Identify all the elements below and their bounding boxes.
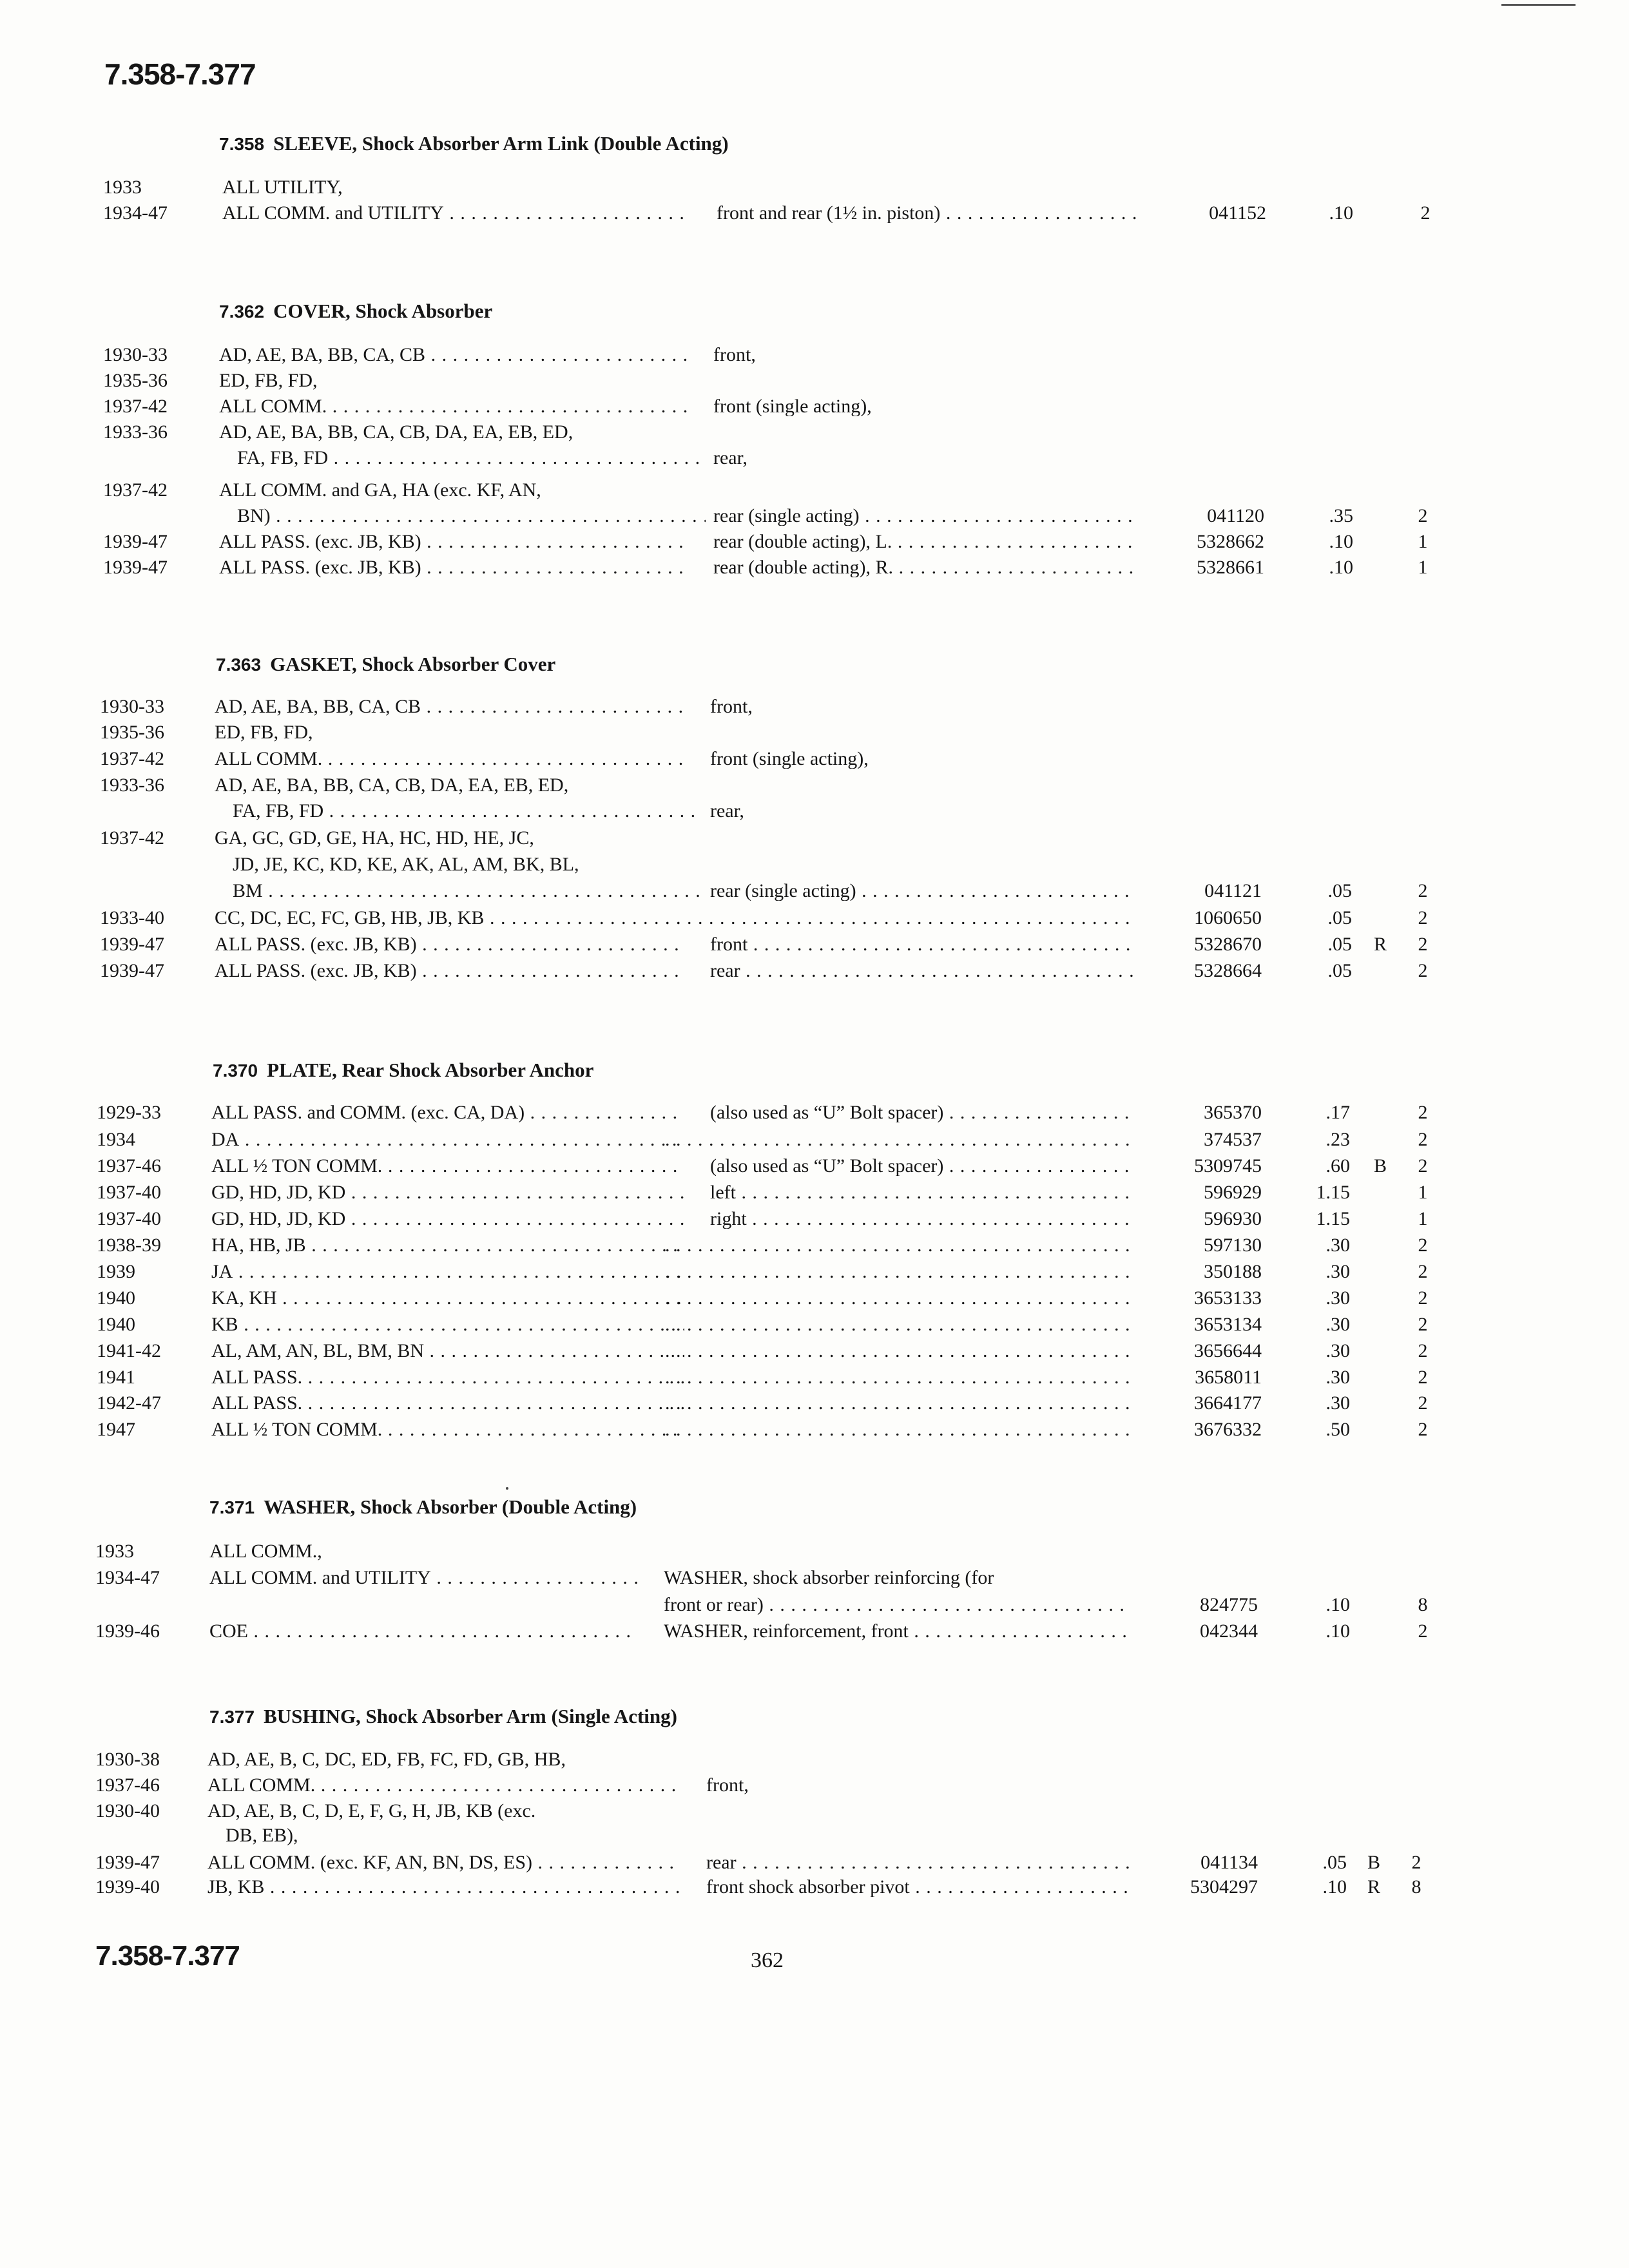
model-list: ED, FB, FD, (215, 723, 313, 742)
model-list: JA . . . (211, 1262, 684, 1282)
part-number: 350188 (1204, 1261, 1262, 1282)
year-range: 1941 (97, 1367, 135, 1388)
model-list: KA, KH . . . (211, 1289, 684, 1308)
model-list: ALL PASS. (exc. JB, KB) . . . (215, 935, 684, 954)
quantity: 1 (1418, 531, 1428, 552)
table-row (0, 1826, 1629, 1852)
table-row (0, 558, 1629, 584)
model-list: JB, KB . . . (207, 1878, 680, 1897)
quantity: 1 (1418, 557, 1428, 578)
model-list: GA, GC, GD, GE, HA, HC, HD, HE, JC, (215, 829, 534, 848)
table-row (0, 178, 1629, 204)
year-range: 1935-36 (100, 722, 164, 743)
quantity: 2 (1418, 960, 1428, 981)
leader-dots (665, 1262, 1133, 1282)
section-name: COVER, Shock Absorber (273, 300, 493, 322)
year-range: 1930-33 (100, 696, 164, 717)
year-range: 1940 (97, 1314, 135, 1335)
year-range: 1939-47 (103, 557, 168, 578)
model-list: ALL ½ TON COMM. . . . (211, 1157, 684, 1176)
quantity: 2 (1418, 1261, 1428, 1282)
model-list: ALL PASS. and COMM. (exc. CA, DA) . . . (211, 1103, 684, 1122)
year-range: 1934 (97, 1129, 135, 1150)
list-price: 1.15 (1316, 1182, 1350, 1203)
quantity: 2 (1418, 934, 1428, 955)
top-right-rule (1501, 4, 1576, 6)
section-number: 7.362 (219, 302, 265, 322)
model-list: ALL PASS. . . . (211, 1368, 684, 1387)
section-number: 7.371 (209, 1497, 255, 1517)
model-list: ED, FB, FD, (219, 371, 318, 390)
description: right . . . (710, 1209, 1133, 1229)
model-list: ALL COMM. . . . (219, 397, 688, 416)
table-row (0, 423, 1629, 448)
year-range: 1939-47 (100, 960, 164, 981)
table-row (0, 532, 1629, 558)
model-list: JD, JE, KC, KD, KE, AK, AL, AM, BK, BL, (233, 855, 579, 874)
leader-dots (665, 1315, 1133, 1334)
page-number: 362 (751, 1948, 784, 1972)
year-range: 1930-38 (95, 1749, 160, 1770)
table-row (0, 204, 1629, 229)
print-speck (506, 1487, 508, 1490)
year-range: 1938-39 (97, 1235, 161, 1256)
description: (also used as “U” Bolt spacer) . . . (710, 1157, 1133, 1176)
part-number: 041134 (1200, 1852, 1258, 1873)
list-price: .30 (1325, 1261, 1350, 1282)
description: WASHER, shock absorber reinforcing (for (664, 1568, 994, 1588)
table-row (0, 697, 1629, 723)
description: front (single acting), (713, 397, 872, 416)
model-list: AD, AE, B, C, DC, ED, FB, FC, FD, GB, HB, (207, 1750, 566, 1769)
year-range: 1937-40 (97, 1208, 161, 1229)
part-number: 5304297 (1190, 1876, 1258, 1898)
part-number: 041152 (1209, 202, 1266, 224)
model-list: ALL UTILITY, (222, 178, 343, 197)
table-row (0, 1420, 1629, 1446)
description: rear (double acting), R. . . . (713, 558, 1135, 577)
section-title (209, 1497, 637, 1517)
table-row (0, 1394, 1629, 1419)
list-price: .05 (1322, 1852, 1347, 1873)
list-price: .35 (1329, 505, 1353, 526)
table-row (0, 829, 1629, 854)
list-price: .05 (1327, 934, 1352, 955)
quantity: 2 (1418, 1287, 1428, 1309)
table-row (0, 1209, 1629, 1235)
quantity: 2 (1418, 1235, 1428, 1256)
list-price: .05 (1327, 907, 1352, 928)
year-range: 1930-40 (95, 1800, 160, 1821)
year-range: 1939-47 (100, 934, 164, 955)
list-price: .60 (1325, 1155, 1350, 1177)
part-number: 5328661 (1197, 557, 1264, 578)
section-title (219, 301, 492, 321)
section-number: 7.363 (216, 655, 262, 675)
section-name: PLATE, Rear Shock Absorber Anchor (267, 1059, 594, 1081)
description: left . . . (710, 1183, 1133, 1202)
section-name: GASKET, Shock Absorber Cover (270, 653, 556, 675)
section-number: 7.370 (213, 1061, 258, 1081)
model-list: AD, AE, BA, BB, CA, CB . . . (215, 697, 684, 716)
table-row (0, 749, 1629, 775)
table-row (0, 481, 1629, 506)
year-range: 1933-40 (100, 907, 164, 928)
description: front and rear (1½ in. piston) . . . (717, 204, 1137, 223)
quantity: 2 (1418, 880, 1428, 901)
part-number: 3656644 (1194, 1340, 1262, 1361)
quantity: 2 (1418, 1419, 1428, 1440)
quantity: 2 (1418, 1102, 1428, 1123)
model-list: ALL COMM., (209, 1542, 322, 1561)
model-list: AD, AE, BA, BB, CA, CB, DA, EA, EB, ED, (215, 776, 569, 795)
list-price: .17 (1325, 1102, 1350, 1123)
leader-dots (665, 1394, 1133, 1413)
table-row (0, 1341, 1629, 1367)
part-number: 5328662 (1197, 531, 1264, 552)
part-number: 042344 (1200, 1620, 1258, 1642)
part-number: 824775 (1200, 1594, 1258, 1615)
year-range: 1939 (97, 1261, 135, 1282)
model-list: GD, HD, JD, KD . . . (211, 1183, 684, 1202)
description: front, (713, 345, 756, 365)
section-name: WASHER, Shock Absorber (Double Acting) (264, 1495, 637, 1518)
table-row (0, 1595, 1629, 1621)
model-list: DB, EB), (226, 1826, 298, 1845)
year-range: 1929-33 (97, 1102, 161, 1123)
section-name: BUSHING, Shock Absorber Arm (Single Acting) (264, 1705, 677, 1727)
model-list: ALL COMM. . . . (207, 1776, 680, 1795)
list-price: .30 (1325, 1340, 1350, 1361)
list-price: .30 (1325, 1235, 1350, 1256)
table-row (0, 1776, 1629, 1802)
list-price: .05 (1327, 880, 1352, 901)
leader-dots (665, 1368, 1133, 1387)
table-row (0, 1262, 1629, 1288)
year-range: 1937-46 (97, 1155, 161, 1177)
table-row (0, 1568, 1629, 1594)
leader-dots (665, 1130, 1133, 1149)
quantity: 2 (1418, 907, 1428, 928)
model-list: FA, FB, FD . . . (233, 802, 702, 821)
part-number: 3653133 (1194, 1287, 1262, 1309)
part-number: 5328664 (1194, 960, 1262, 981)
table-row (0, 1130, 1629, 1156)
model-list: BN) . . . (237, 506, 706, 526)
table-row (0, 1315, 1629, 1341)
part-number: 5328670 (1194, 934, 1262, 955)
year-range: 1941-42 (97, 1340, 161, 1361)
year-range: 1939-47 (95, 1852, 160, 1873)
table-row (0, 1157, 1629, 1182)
year-range: 1937-46 (95, 1774, 160, 1796)
year-range: 1933-36 (103, 421, 168, 443)
list-price: .30 (1325, 1367, 1350, 1388)
list-price: .05 (1327, 960, 1352, 981)
list-price: .30 (1325, 1392, 1350, 1414)
year-range: 1939-47 (103, 531, 168, 552)
list-price: .10 (1325, 1594, 1350, 1615)
description: front shock absorber pivot . . . (706, 1878, 1129, 1897)
table-row (0, 1622, 1629, 1648)
part-number: 3658011 (1195, 1367, 1262, 1388)
model-list: ALL PASS. . . . (211, 1394, 684, 1413)
model-list: ALL PASS. (exc. JB, KB) . . . (215, 961, 684, 981)
page-header-code: 7.358-7.377 (104, 57, 256, 91)
model-list: BM . . . (233, 881, 702, 901)
quantity: 2 (1418, 1340, 1428, 1361)
year-range: 1940 (97, 1287, 135, 1309)
part-number: 365370 (1204, 1102, 1262, 1123)
model-list: ALL COMM. and GA, HA (exc. KF, AN, (219, 481, 541, 500)
quantity: 2 (1418, 1392, 1428, 1414)
model-list: ALL PASS. (exc. JB, KB) . . . (219, 558, 688, 577)
model-list: ALL COMM. . . . (215, 749, 684, 769)
list-price: .30 (1325, 1287, 1350, 1309)
description: rear, (710, 802, 744, 821)
table-row (0, 1542, 1629, 1568)
quantity: 2 (1418, 505, 1428, 526)
table-row (0, 1368, 1629, 1394)
part-number: 041120 (1207, 505, 1264, 526)
table-row (0, 961, 1629, 987)
table-row (0, 1853, 1629, 1879)
list-price: .23 (1325, 1129, 1350, 1150)
quantity: 2 (1418, 1314, 1428, 1335)
description: front, (710, 697, 753, 716)
list-price: 1.15 (1316, 1208, 1350, 1229)
section-number: 7.358 (219, 134, 265, 154)
model-list: ALL PASS. (exc. JB, KB) . . . (219, 532, 688, 552)
quantity: 8 (1411, 1876, 1422, 1898)
description: rear . . . (706, 1853, 1129, 1872)
quantity: 8 (1418, 1594, 1428, 1615)
page-footer-code: 7.358-7.377 (95, 1940, 240, 1972)
part-number: 596930 (1204, 1208, 1262, 1229)
leader-dots (665, 1420, 1133, 1439)
model-list: AD, AE, BA, BB, CA, CB . . . (219, 345, 688, 365)
table-row (0, 881, 1629, 907)
description: rear (single acting) . . . (710, 881, 1133, 901)
table-row (0, 935, 1629, 961)
year-range: 1937-42 (100, 827, 164, 849)
part-number: 3664177 (1194, 1392, 1262, 1414)
quantity: 2 (1418, 1129, 1428, 1150)
model-list: CC, DC, EC, FC, GB, HB, JB, KB . . . (215, 908, 684, 928)
table-row (0, 855, 1629, 881)
year-range: 1947 (97, 1419, 135, 1440)
year-range: 1937-42 (103, 396, 168, 417)
year-range: 1937-42 (100, 748, 164, 769)
leader-dots (665, 1341, 1133, 1361)
quantity: 2 (1418, 1367, 1428, 1388)
year-range: 1937-40 (97, 1182, 161, 1203)
year-range: 1933 (95, 1541, 134, 1562)
section-title (213, 1060, 593, 1080)
table-row (0, 1802, 1629, 1827)
list-price: .10 (1325, 1620, 1350, 1642)
model-list: COE . . . (209, 1622, 638, 1641)
description: rear (single acting) . . . (713, 506, 1135, 526)
description: rear . . . (710, 961, 1133, 981)
description: WASHER, reinforcement, front . . . (664, 1622, 1129, 1641)
section-title (209, 1706, 677, 1726)
quantity: 2 (1411, 1852, 1422, 1873)
table-row (0, 1236, 1629, 1262)
model-list: ALL COMM. and UTILITY . . . (209, 1568, 638, 1588)
model-list: ALL ½ TON COMM. . . . (211, 1420, 684, 1439)
list-price: .10 (1329, 202, 1353, 224)
year-range: 1933-36 (100, 774, 164, 796)
part-number: 1060650 (1194, 907, 1262, 928)
table-row (0, 776, 1629, 802)
part-number: 5309745 (1194, 1155, 1262, 1177)
model-list: AD, AE, B, C, D, E, F, G, H, JB, KB (exc. (207, 1802, 536, 1821)
price-code: B (1373, 1155, 1387, 1177)
model-list: ALL COMM. and UTILITY . . . (222, 204, 691, 223)
part-number: 596929 (1204, 1182, 1262, 1203)
description: (also used as “U” Bolt spacer) . . . (710, 1103, 1133, 1122)
leader-dots (665, 908, 1133, 928)
table-row (0, 1183, 1629, 1209)
quantity: 1 (1418, 1208, 1428, 1229)
section-title (219, 133, 729, 153)
list-price: .50 (1325, 1419, 1350, 1440)
part-number: 041121 (1204, 880, 1262, 901)
year-range: 1934-47 (103, 202, 168, 224)
section-title (216, 654, 555, 674)
price-code: R (1373, 934, 1387, 955)
part-number: 3676332 (1194, 1419, 1262, 1440)
list-price: .30 (1325, 1314, 1350, 1335)
quantity: 2 (1420, 202, 1431, 224)
table-row (0, 1750, 1629, 1776)
year-range: 1942-47 (97, 1392, 161, 1414)
description: front or rear) . . . (664, 1595, 1129, 1615)
part-number: 374537 (1204, 1129, 1262, 1150)
model-list: DA . . . (211, 1130, 684, 1149)
description: front . . . (710, 935, 1133, 954)
year-range: 1939-46 (95, 1620, 160, 1642)
table-row (0, 1103, 1629, 1129)
table-row (0, 723, 1629, 749)
table-row (0, 802, 1629, 827)
model-list: AD, AE, BA, BB, CA, CB, DA, EA, EB, ED, (219, 423, 574, 442)
model-list: HA, HB, JB . . . (211, 1236, 684, 1255)
leader-dots (665, 1236, 1133, 1255)
description: front, (706, 1776, 749, 1795)
model-list: AL, AM, AN, BL, BM, BN . . . (211, 1341, 684, 1361)
quantity: 1 (1418, 1182, 1428, 1203)
part-number: 597130 (1204, 1235, 1262, 1256)
table-row (0, 345, 1629, 371)
quantity: 2 (1418, 1155, 1428, 1177)
table-row (0, 371, 1629, 397)
year-range: 1935-36 (103, 370, 168, 391)
model-list: KB . . . (211, 1315, 684, 1334)
price-code: R (1367, 1876, 1380, 1898)
table-row (0, 908, 1629, 934)
year-range: 1937-42 (103, 479, 168, 501)
list-price: .10 (1329, 531, 1353, 552)
price-code: B (1367, 1852, 1380, 1873)
section-number: 7.377 (209, 1707, 255, 1727)
table-row (0, 1289, 1629, 1314)
quantity: 2 (1418, 1620, 1428, 1642)
table-row (0, 448, 1629, 474)
list-price: .10 (1329, 557, 1353, 578)
section-name: SLEEVE, Shock Absorber Arm Link (Double Acting) (273, 132, 729, 155)
model-list: ALL COMM. (exc. KF, AN, BN, DS, ES) . . . (207, 1853, 680, 1872)
description: rear, (713, 448, 747, 468)
leader-dots (665, 1289, 1133, 1308)
description: front (single acting), (710, 749, 869, 769)
year-range: 1933 (103, 177, 142, 198)
table-row (0, 1878, 1629, 1903)
year-range: 1939-40 (95, 1876, 160, 1898)
model-list: FA, FB, FD . . . (237, 448, 706, 468)
description: rear (double acting), L. . . . (713, 532, 1135, 552)
model-list: GD, HD, JD, KD . . . (211, 1209, 684, 1229)
list-price: .10 (1322, 1876, 1347, 1898)
table-row (0, 397, 1629, 423)
table-row (0, 506, 1629, 532)
part-number: 3653134 (1194, 1314, 1262, 1335)
year-range: 1934-47 (95, 1567, 160, 1588)
year-range: 1930-33 (103, 344, 168, 365)
